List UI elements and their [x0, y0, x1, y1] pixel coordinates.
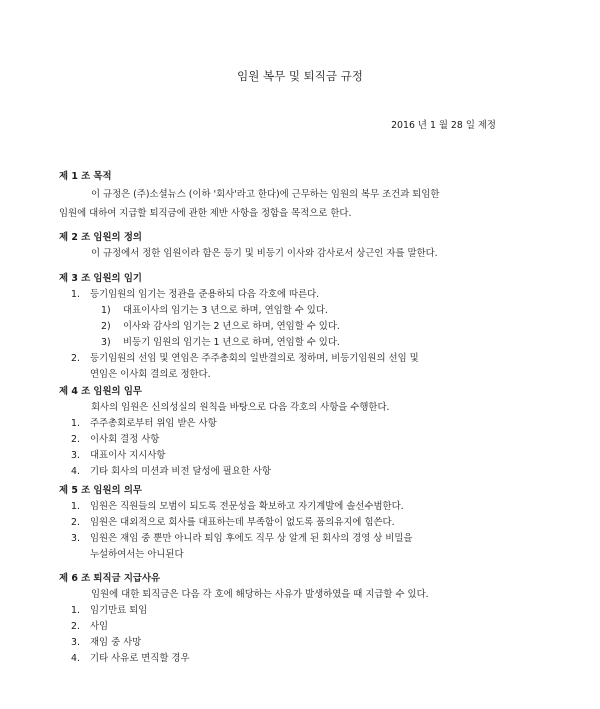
list-item — [59, 432, 539, 448]
article-body-line: 임원에 대하여 지급할 퇴직금에 관한 제반 사항을 정함을 목적으로 한다. — [59, 208, 352, 219]
sub-list-text: 비등기 임원의 임기는 1 년으로 하며, 연임할 수 있다. — [123, 337, 340, 348]
sub-list-number: 3) — [101, 337, 111, 348]
list-number: 2. — [71, 353, 80, 364]
list-number: 2. — [71, 621, 80, 632]
article-body-line: 이 규정은 (주)소셜뉴스 (이하 '회사'라고 한다)에 근무하는 임원의 복무 조건과 퇴임한 — [91, 189, 440, 200]
list-text: 임원은 직원들의 모범이 되도록 전문성을 확보하고 자기계발에 솔선수범한다. — [90, 501, 404, 512]
list-number: 1. — [71, 501, 80, 512]
list-number: 2. — [71, 517, 80, 528]
list-item — [59, 416, 539, 432]
list-item — [59, 603, 539, 619]
list-item — [59, 515, 539, 531]
list-number: 1. — [71, 289, 80, 300]
list-text: 임원은 대외적으로 회사를 대표하는데 부족함이 없도록 품의유지에 힘쓴다. — [90, 517, 395, 528]
list-text: 등기임원의 임기는 정관을 준용하되 다음 각호에 따른다. — [90, 289, 320, 300]
article-3 — [59, 271, 539, 383]
article-heading: 제 6 조 퇴직금 지급사유 — [59, 573, 161, 584]
list-number: 1. — [71, 605, 80, 616]
sub-list-number: 1) — [101, 305, 111, 316]
list-text: 주주총회로부터 위임 받은 사항 — [90, 418, 217, 429]
list-item — [59, 499, 539, 515]
list-text: 이사회 결정 사항 — [90, 434, 160, 445]
article-1 — [59, 169, 539, 223]
article-body-line: 이 규정에서 정한 임원이라 함은 등기 및 비등기 이사와 감사로서 상근인 자를 말한다. — [91, 248, 438, 259]
list-item — [59, 619, 539, 635]
list-text: 임원은 재임 중 뿐만 아니라 퇴임 후에도 직무 상 알게 된 회사의 경영 상 비밀을 — [90, 533, 413, 544]
list-text-continuation: 연임은 이사회 결의로 정한다. — [90, 369, 211, 380]
list-number: 4. — [71, 653, 80, 664]
article-body-line: 회사의 임원은 신의성실의 원칙을 바탕으로 다음 각호의 사항을 수행한다. — [91, 402, 390, 413]
list-text-continuation: 누설하여서는 아니된다 — [90, 549, 184, 560]
list-text: 등기임원의 선임 및 연임은 주주총회의 일반결의로 정하며, 비등기임원의 선임 및 — [90, 353, 419, 364]
list-number: 3. — [71, 450, 80, 461]
sub-list-item — [59, 303, 539, 319]
article-heading: 제 3 조 임원의 임기 — [59, 273, 142, 284]
list-number: 4. — [71, 466, 80, 477]
sub-list-item — [59, 319, 539, 335]
list-item — [59, 464, 539, 480]
list-item — [59, 635, 539, 651]
article-heading: 제 4 조 임원의 임무 — [59, 386, 142, 397]
list-text: 기타 회사의 미션과 비전 달성에 필요한 사항 — [90, 466, 271, 477]
sub-list-number: 2) — [101, 321, 111, 332]
list-number: 2. — [71, 434, 80, 445]
list-text: 대표이사 지시사항 — [90, 450, 166, 461]
article-2 — [59, 230, 539, 262]
sub-list-text: 대표이사의 임기는 3 년으로 하며, 연임할 수 있다. — [123, 305, 328, 316]
list-text: 기타 사유로 면직할 경우 — [90, 653, 190, 664]
sub-list-text: 이사와 감사의 임기는 2 년으로 하며, 연임할 수 있다. — [123, 321, 340, 332]
article-heading: 제 1 조 목적 — [59, 171, 112, 182]
list-item — [59, 351, 539, 367]
article-4 — [59, 384, 539, 480]
article-heading: 제 5 조 임원의 의무 — [59, 485, 142, 496]
list-number: 3. — [71, 637, 80, 648]
list-text: 사임 — [90, 621, 109, 632]
list-number: 1. — [71, 418, 80, 429]
list-text: 재임 중 사망 — [90, 637, 142, 648]
list-item — [59, 651, 539, 667]
article-heading: 제 2 조 임원의 정의 — [59, 232, 142, 243]
sub-list-item — [59, 335, 539, 351]
list-text: 임기만료 퇴임 — [90, 605, 148, 616]
enactment-date: 2016 년 1 월 28 일 제정 — [391, 120, 496, 131]
list-number: 3. — [71, 533, 80, 544]
article-5 — [59, 483, 539, 563]
list-item — [59, 287, 539, 303]
article-body-line: 임원에 대한 퇴직금은 다음 각 호에 해당하는 사유가 발생하였을 때 지급할 수 있다. — [91, 589, 429, 600]
article-6 — [59, 571, 539, 667]
document-title: 임원 복무 및 퇴직금 규정 — [237, 69, 363, 83]
list-item — [59, 448, 539, 464]
list-item — [59, 531, 539, 547]
